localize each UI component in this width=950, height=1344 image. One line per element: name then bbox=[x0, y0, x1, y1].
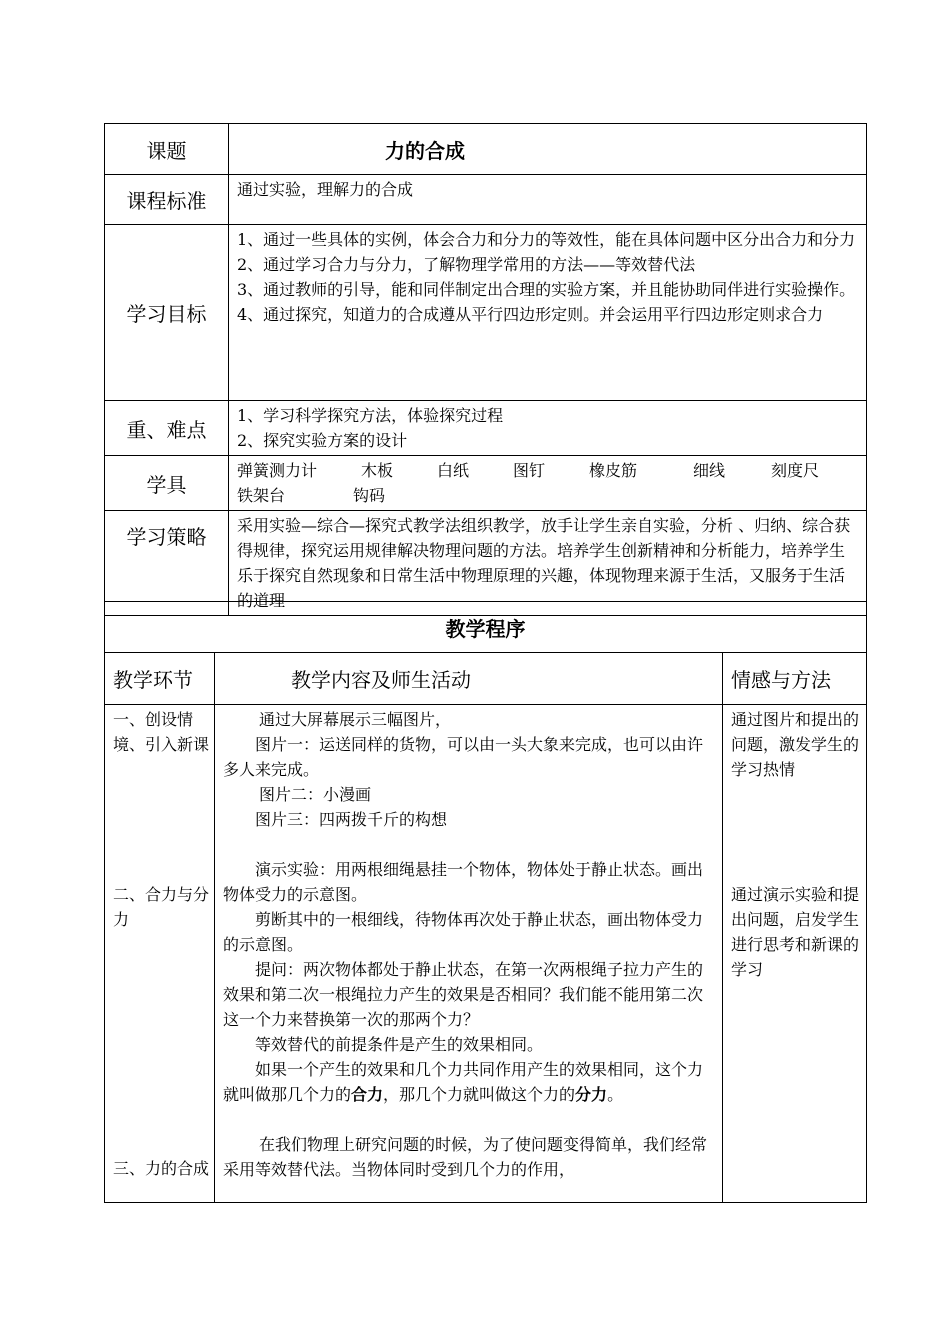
term-resultant-force: 合力 bbox=[351, 1085, 384, 1104]
column-header-stage: 教学环节 bbox=[105, 653, 215, 705]
content-paragraph: 演示实验：用两根细绳悬挂一个物体，物体处于静止状态。画出物体受力的示意图。 bbox=[223, 860, 704, 904]
standard-label: 课程标准 bbox=[105, 175, 229, 225]
stage-column bbox=[105, 705, 215, 1203]
content-paragraph: 在我们物理上研究问题的时候，为了使问题变得简单，我们经常采用等效替代法。当物体同时受到几个力的作用， bbox=[223, 1135, 708, 1179]
stage-item: 一、创设情境、引入新课 bbox=[113, 710, 210, 754]
tool-item: 铁架台 bbox=[237, 486, 286, 505]
column-header-method: 情感与方法 bbox=[723, 653, 867, 705]
topic-label: 课题 bbox=[105, 124, 229, 175]
strategy-value: 采用实验—综合—探究式教学法组织教学，放手让学生亲自实验，分析 、归纳、综合获得规律，探究运用规律解决物理问题的方法。培养学生创新精神和分析能力，培养学生乐于探究自然现象和日常生活中物理原理的兴趣，体现物理来源于生活，又服务于生活的道理 bbox=[229, 511, 867, 616]
content-paragraph: 通过大屏幕展示三幅图片， bbox=[259, 710, 452, 729]
key-point-item: 2、探究实验方案的设计 bbox=[237, 431, 408, 450]
method-note: 通过图片和提出的问题，激发学生的学习热情 bbox=[731, 710, 860, 779]
strategy-label: 学习策略 bbox=[105, 511, 229, 616]
tool-item: 弹簧测力计 bbox=[237, 461, 318, 480]
standard-value: 通过实验，理解力的合成 bbox=[229, 175, 867, 225]
topic-value: 力的合成 bbox=[229, 124, 867, 175]
content-paragraph: 如果一个产生的效果和几个力共同作用产生的效果相同，这个力就叫做那几个力的合力，那几个力就叫做这个力的分力。 bbox=[223, 1060, 704, 1104]
key-points-list bbox=[229, 401, 867, 456]
tool-item: 白纸 bbox=[437, 461, 470, 480]
tool-item: 刻度尺 bbox=[771, 461, 820, 480]
content-paragraph: 图片二：小漫画 bbox=[259, 785, 372, 804]
tools-label: 学具 bbox=[105, 456, 229, 511]
tools-list bbox=[229, 456, 867, 511]
method-column bbox=[723, 705, 867, 1203]
stage-item: 二、合力与分力 bbox=[113, 885, 210, 929]
tool-item: 图钉 bbox=[513, 461, 546, 480]
content-paragraph: 等效替代的前提条件是产生的效果相同。 bbox=[255, 1035, 544, 1054]
lesson-info-table bbox=[104, 123, 867, 616]
goal-item: 4、通过探究，知道力的合成遵从平行四边形定则。并会运用平行四边形定则求合力 bbox=[237, 305, 824, 324]
goals-list bbox=[229, 225, 867, 401]
stage-item: 三、力的合成 bbox=[113, 1159, 210, 1178]
tool-item: 细线 bbox=[693, 461, 726, 480]
key-points-label: 重、难点 bbox=[105, 401, 229, 456]
column-header-content: 教学内容及师生活动 bbox=[215, 653, 723, 705]
teaching-program-table bbox=[104, 601, 867, 1203]
content-column bbox=[215, 705, 723, 1203]
goals-label: 学习目标 bbox=[105, 225, 229, 401]
goal-item: 3、通过教师的引导，能和同伴制定出合理的实验方案，并且能协助同伴进行实验操作。 bbox=[237, 280, 856, 299]
key-point-item: 1、学习科学探究方法，体验探究过程 bbox=[237, 406, 504, 425]
content-paragraph: 提问：两次物体都处于静止状态，在第一次两根绳子拉力产生的效果和第二次一根绳拉力产生的效果是否相同？我们能不能用第二次这一个力来替换第一次的那两个力？ bbox=[223, 960, 704, 1029]
content-paragraph: 剪断其中的一根细线，待物体再次处于静止状态，画出物体受力的示意图。 bbox=[223, 910, 704, 954]
program-heading: 教学程序 bbox=[105, 602, 867, 653]
content-paragraph: 图片三：四两拨千斤的构想 bbox=[255, 810, 448, 829]
content-spacer bbox=[223, 1107, 714, 1132]
tool-item: 钩码 bbox=[353, 486, 386, 505]
goal-item: 2、通过学习合力与分力，了解物理学常用的方法——等效替代法 bbox=[237, 255, 696, 274]
term-component-force: 分力 bbox=[575, 1085, 608, 1104]
tool-item: 木板 bbox=[361, 461, 394, 480]
content-spacer bbox=[223, 832, 714, 857]
method-note: 通过演示实验和提出问题，启发学生进行思考和新课的学习 bbox=[731, 885, 860, 979]
content-paragraph: 图片一：运送同样的货物，可以由一头大象来完成，也可以由许多人来完成。 bbox=[223, 735, 704, 779]
tool-item: 橡皮筋 bbox=[589, 461, 638, 480]
goal-item: 1、通过一些具体的实例，体会合力和分力的等效性，能在具体问题中区分出合力和分力 bbox=[237, 230, 856, 249]
